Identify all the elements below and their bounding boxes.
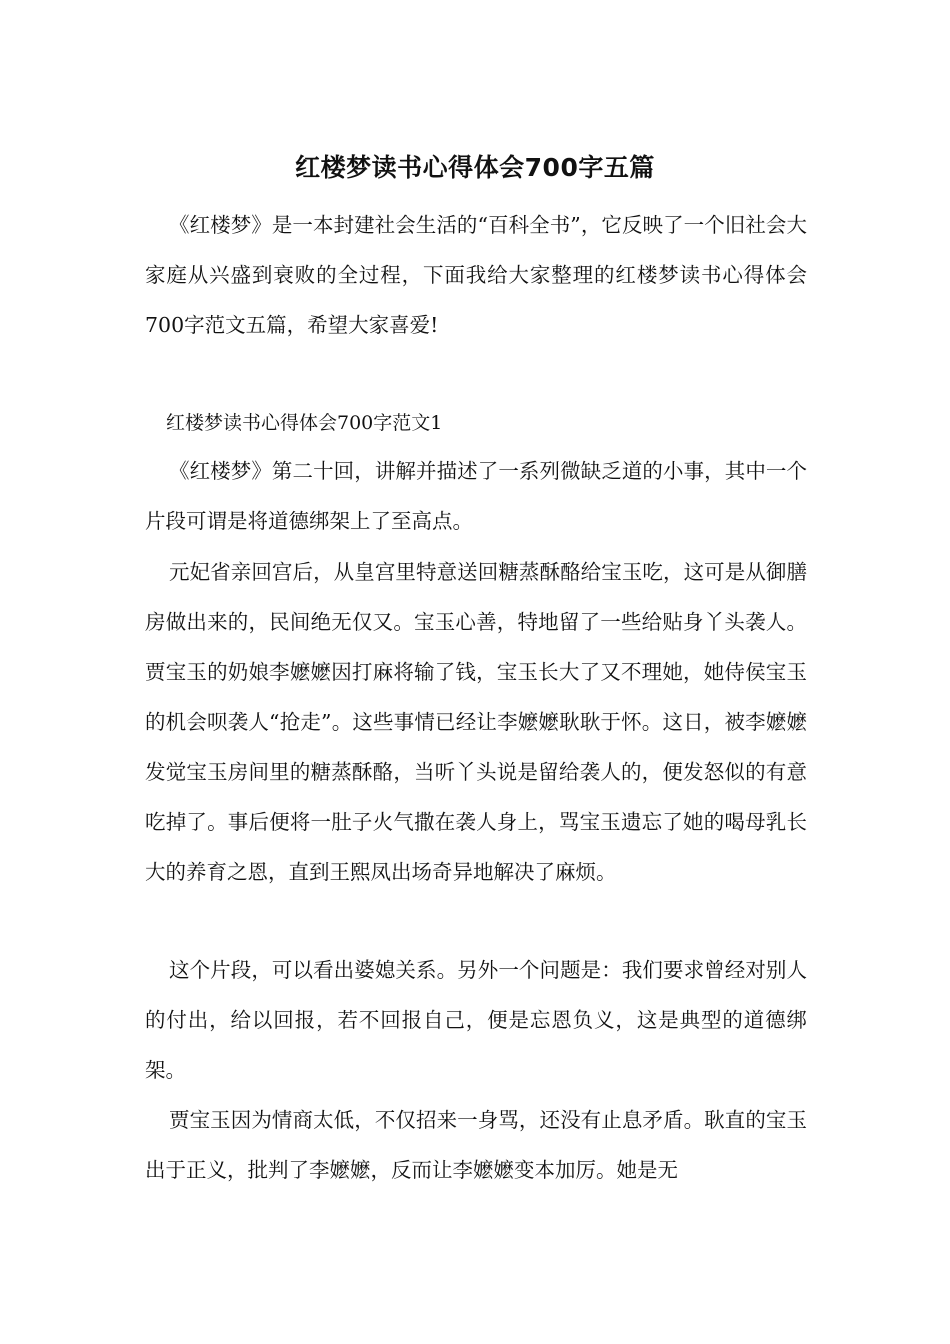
intro-paragraph: 《红楼梦》是一本封建社会生活的“百科全书”，它反映了一个旧社会大家庭从兴盛到衰败的全过程，下面我给大家整理的红楼梦读书心得体会700字范文五篇，希望大家喜爱! bbox=[145, 213, 807, 337]
document-title: 红楼梦读书心得体会700字五篇 bbox=[295, 153, 655, 182]
section-heading: 红楼梦读书心得体会700字范文1 bbox=[166, 412, 443, 434]
body-paragraph: 元妃省亲回宫后，从皇宫里特意送回糖蒸酥酪给宝玉吃，这可是从御膳房做出来的，民间绝无仅又。宝玉心善，特地留了一些给贴身丫头袭人。贾宝玉的奶娘李嬷嬷因打麻将输了钱，宝玉长大了又不理她，她侍侯宝玉的机会呗袭人“抢走”。这些事情已经让李嬷嬷耿耿于怀。这日，被李嬷嬷发觉宝玉房间里的糖蒸酥酪，当听丫头说是留给袭人的，便发怒似的有意吃掉了。事后便将一肚子火气撒在袭人身上，骂宝玉遗忘了她的喝母乳长大的养育之恩，直到王熙凤出场奇异地解决了麻烦。 bbox=[145, 560, 807, 884]
body-paragraph: 《红楼梦》第二十回，讲解并描述了一系列微缺乏道的小事，其中一个片段可谓是将道德绑架上了至高点。 bbox=[145, 459, 807, 533]
body-paragraph: 这个片段，可以看出婆媳关系。另外一个问题是：我们要求曾经对别人的付出，给以回报，若不回报自己，便是忘恩负义，这是典型的道德绑架。 bbox=[145, 958, 807, 1082]
body-paragraph: 贾宝玉因为情商太低，不仅招来一身骂，还没有止息矛盾。耿直的宝玉出于正义，批判了李嬷嬷，反而让李嬷嬷变本加厉。她是无 bbox=[145, 1108, 807, 1182]
